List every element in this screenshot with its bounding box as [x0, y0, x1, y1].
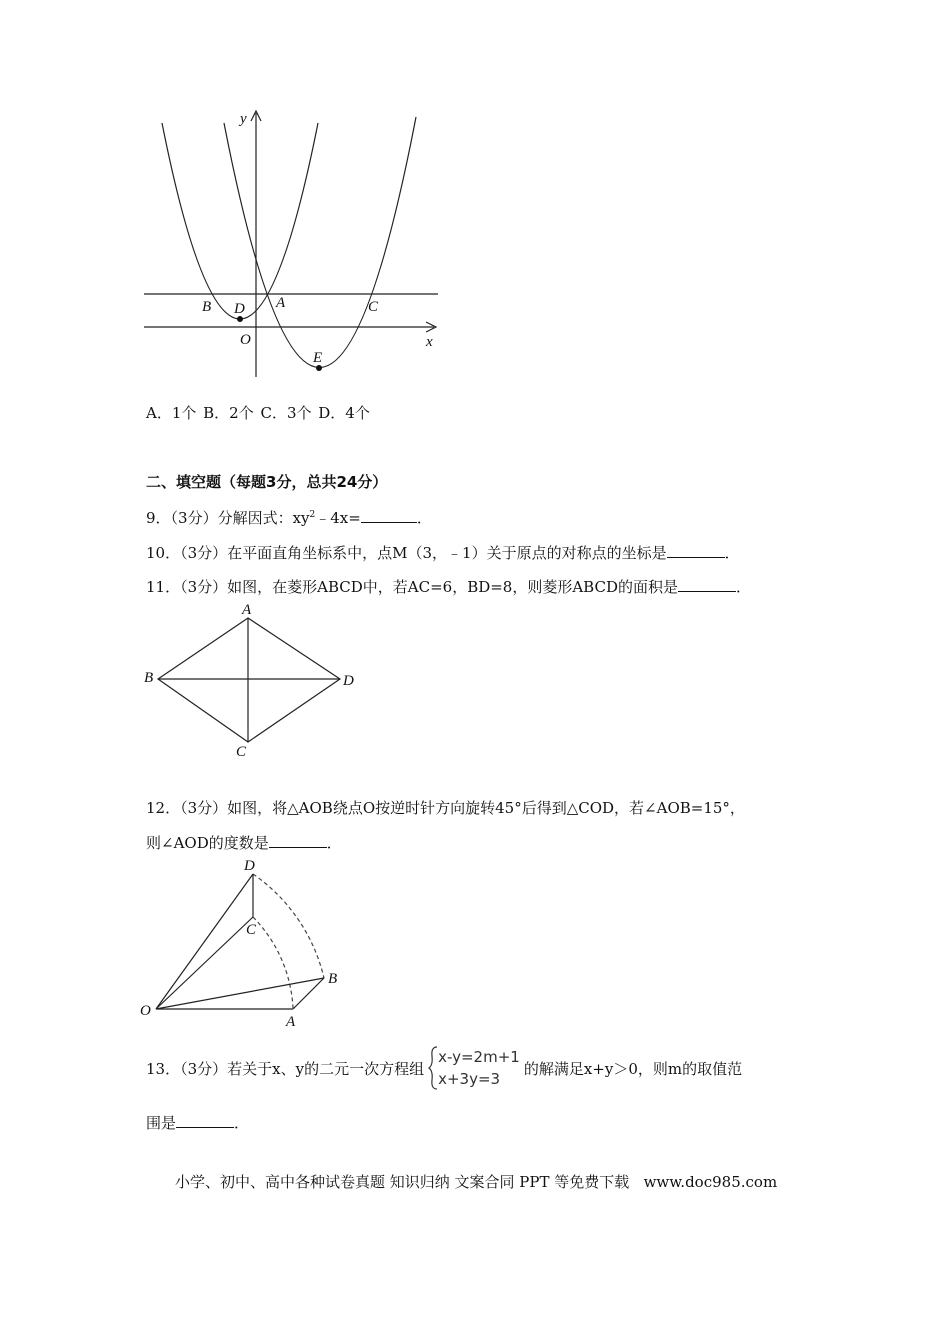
q13-prefix: 13．（3分）若关于x、y的二元一次方程组: [146, 1059, 425, 1078]
label-E: E: [313, 350, 323, 366]
arc-outer: [253, 874, 324, 978]
section-heading: 二、填空题（每题3分，总共24分）: [146, 473, 388, 491]
rhombus-figure: [138, 600, 368, 762]
label-B: B: [144, 670, 154, 686]
arc-inner: [253, 917, 293, 1008]
q12-line2-text: 则∠AOD的度数是: [146, 834, 269, 852]
label-D: D: [343, 673, 354, 689]
q13-suffix: 的解满足x+y＞0，则m的取值范: [523, 1059, 743, 1078]
rotation-figure: [136, 852, 356, 1032]
equation-1: x-y=2m+1: [438, 1048, 520, 1066]
segment-OD: [156, 874, 253, 1009]
question-13-line2: [146, 1112, 249, 1133]
q13-end: ．: [234, 1114, 250, 1132]
equation-2: x+3y=3: [438, 1070, 501, 1088]
label-B: B: [202, 299, 212, 315]
segment-OC: [156, 917, 253, 1009]
label-D: D: [244, 858, 255, 874]
label-C: C: [368, 299, 379, 315]
label-O: O: [240, 332, 251, 348]
label-A: A: [242, 602, 252, 618]
parabola-left: [162, 123, 318, 319]
q12-end: ．: [326, 834, 342, 852]
q10-text: 10．（3分）在平面直角坐标系中，点M（3，﹣1）关于原点的对称点的坐标是: [146, 544, 667, 562]
brace-icon: [428, 1046, 438, 1090]
q13-answer-blank[interactable]: [176, 1113, 234, 1128]
q13-line2-text: 围是: [146, 1114, 177, 1132]
label-A: A: [276, 295, 286, 311]
label-B: B: [328, 971, 338, 987]
q9-sup: 2: [309, 510, 316, 520]
q11-answer-blank[interactable]: [678, 577, 736, 592]
q8-options: A．1个 B．2个 C．3个 D．4个: [146, 404, 370, 422]
question-12-line2: [146, 832, 342, 853]
q12-answer-blank[interactable]: [269, 833, 327, 848]
label-D: D: [234, 301, 245, 317]
parabola-figure: [140, 105, 450, 385]
question-10: [146, 542, 740, 563]
equation-system: [428, 1046, 520, 1090]
q9-answer-blank[interactable]: [361, 508, 417, 523]
q11-text: 11．（3分）如图，在菱形ABCD中，若AC=6，BD=8，则菱形ABCD的面积是: [146, 578, 678, 596]
label-x: x: [426, 334, 433, 350]
label-C: C: [246, 922, 257, 938]
page-footer: 小学、初中、高中各种试卷真题 知识归纳 文案合同 PPT 等免费下载 www.doc985.com: [175, 1173, 778, 1191]
q10-answer-blank[interactable]: [667, 543, 725, 558]
label-y: y: [240, 111, 247, 127]
q9-prefix: 9．（3分）分解因式：xy: [146, 509, 310, 527]
q10-end: ．: [724, 544, 740, 562]
parabola-right: [224, 117, 416, 368]
q9-end: ．: [416, 509, 432, 527]
question-13-line1: [146, 1046, 742, 1090]
question-9: [146, 507, 432, 528]
label-O: O: [140, 1003, 151, 1019]
label-C: C: [236, 744, 247, 760]
rhombus-outline: [158, 618, 340, 742]
label-A: A: [286, 1014, 296, 1030]
question-11: [146, 576, 751, 597]
q11-end: ．: [736, 578, 752, 596]
segment-OB: [156, 978, 324, 1009]
q9-suffix: ﹣4x=: [315, 509, 361, 527]
question-12-line1: 12．（3分）如图，将△AOB绕点O按逆时针方向旋转45°后得到△COD，若∠AOB=15°，: [146, 799, 745, 817]
